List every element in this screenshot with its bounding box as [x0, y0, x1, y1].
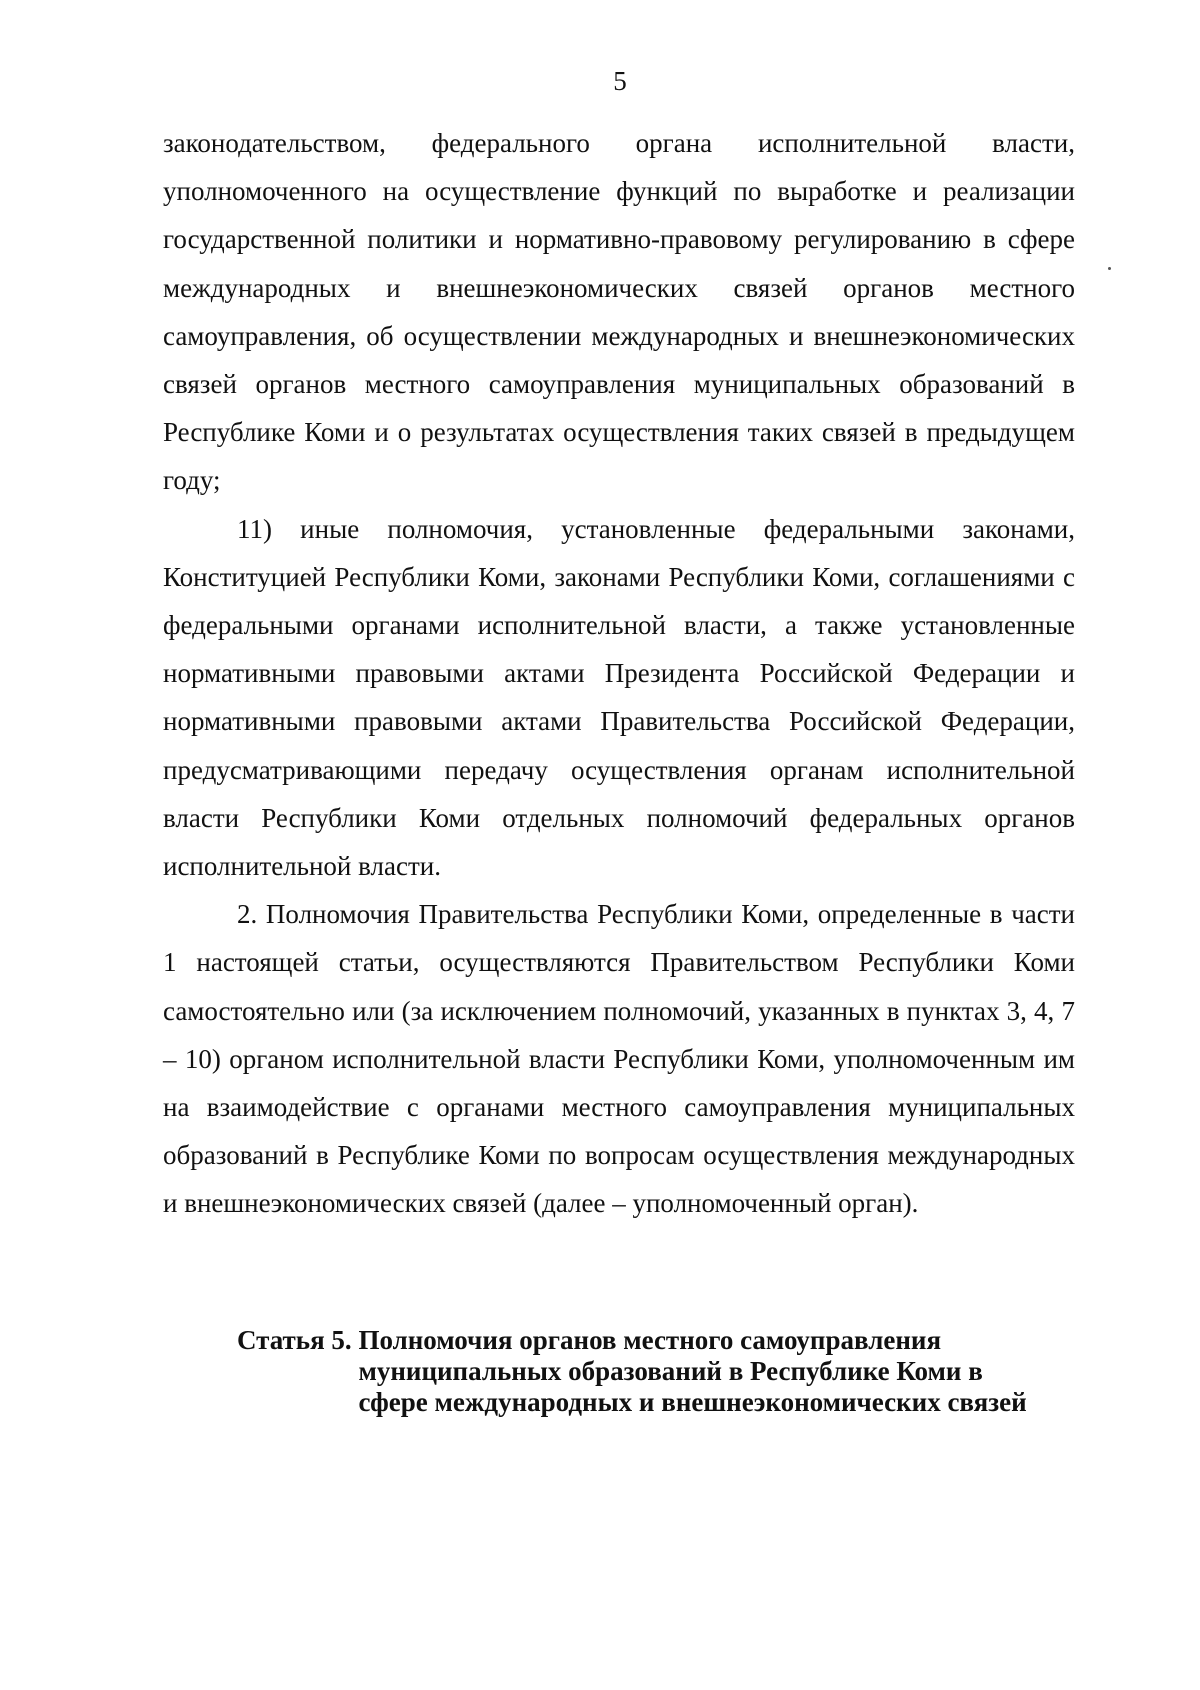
- scan-speck: [1108, 267, 1111, 270]
- paragraph-part-2: 2. Полномочия Правительства Республики Коми, определенные в части 1 настоящей статьи, осуществляются Правительством Республики Коми самостоятельно или (за исключением полномочий, указанных в пунктах 3, 4, 7 – 10) органом исполнительной власти Республики Коми, уполномоченным им на взаимодействие с органами местного самоуправления муниципальных образований в Республике Коми по вопросам осуществления международных и внешнеэкономических связей (далее – уполномоченный орган).: [163, 899, 1075, 1219]
- article-label: Статья 5.: [237, 1325, 359, 1355]
- page-number: 5: [613, 66, 627, 96]
- paragraph-continuation: законодательством, федерального органа исполнительной власти, уполномоченного на осуществление функций по выработке и реализации государственной политики и нормативно-правовому регулированию в сфере международных и внешнеэкономических связей органов местного самоуправления, об осуществлении международных и внешнеэкономических связей органов местного самоуправления муниципальных образований в Республике Коми и о результатах осуществления таких связей в предыдущем году;: [163, 128, 1075, 496]
- paragraph-item-11: 11) иные полномочия, установленные федеральными законами, Конституцией Республики Коми, законами Республики Коми, соглашениями с федеральными органами исполнительной власти, а также установленные нормативными правовыми актами Президента Российской Федерации и нормативными правовыми актами Правительства Российской Федерации, предусматривающими передачу осуществления органам исполнительной власти Республики Коми отдельных полномочий федеральных органов исполнительной власти.: [163, 513, 1075, 882]
- document-body: [163, 119, 1075, 1228]
- article-title: Полномочия органов местного самоуправления муниципальных образований в Республике Коми в сфере международных и внешнеэкономических связей: [358, 1325, 1027, 1417]
- article-heading: [237, 1325, 1057, 1418]
